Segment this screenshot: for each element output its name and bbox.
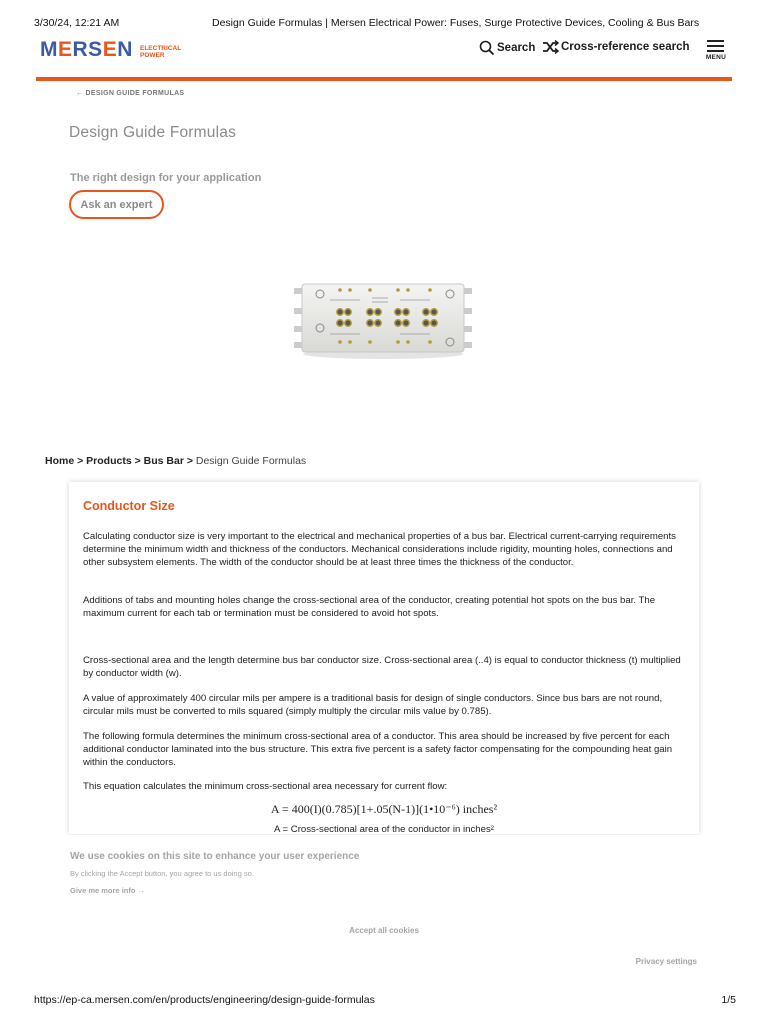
print-date: 3/30/24, 12:21 AM xyxy=(34,17,120,29)
cross-reference-label: Cross-reference search xyxy=(561,41,690,53)
breadcrumb-bus-bar[interactable]: Bus Bar xyxy=(143,455,184,467)
paragraph: Calculating conductor size is very important to the electrical and mechanical properties of a bus bar. Electrical current-carrying requirements determine the minimum width and thickness of the conductors. Mechanical considerations include rigidity, mounting holes, connections and other subsystem elements. The width of the conductor should be at least three times the thickness of the conductor. xyxy=(83,531,676,568)
menu-button[interactable] xyxy=(703,38,729,64)
accept-cookies-button[interactable]: Accept all cookies xyxy=(349,926,419,935)
page-title: Design Guide Formulas xyxy=(69,124,237,141)
cookie-title: We use cookies on this site to enhance your user experience xyxy=(70,851,360,862)
shuffle-icon xyxy=(542,40,559,54)
privacy-settings-button[interactable]: Privacy settings xyxy=(635,957,697,966)
conductor-size-card xyxy=(69,482,699,834)
logo-wordmark: MERSEN xyxy=(40,38,133,61)
cookie-text: By clicking the Accept button, you agree to us doing so. xyxy=(70,869,254,878)
cross-reference-search-button[interactable] xyxy=(542,40,690,54)
logo-subtitle: ELECTRICAL POWER xyxy=(140,45,182,59)
breadcrumb-products[interactable]: Products xyxy=(86,455,132,467)
search-label: Search xyxy=(497,42,536,54)
breadcrumb-separator: > xyxy=(183,455,196,467)
print-page-title: Design Guide Formulas | Mersen Electrical Power: Fuses, Surge Protective Devices, Cooling & Bus Bars xyxy=(212,17,700,29)
page-tagline: The right design for your application xyxy=(70,172,262,184)
breadcrumb-current: Design Guide Formulas xyxy=(195,455,307,467)
section-heading: Conductor Size xyxy=(83,499,175,513)
search-button[interactable] xyxy=(479,40,535,56)
back-link[interactable]: ← DESIGN GUIDE FORMULAS xyxy=(76,90,185,97)
print-header xyxy=(0,17,768,31)
paragraph: A value of approximately 400 circular mils per ampere is a traditional basis for design of single conductors. Since bus bars are not round, circular mils must be converted to mils squared (simply multiply the circular mils value by 0.785). xyxy=(83,693,663,717)
breadcrumb-separator: > xyxy=(131,455,144,467)
breadcrumb xyxy=(45,455,306,467)
header-divider xyxy=(36,77,732,81)
print-page-number: 1/5 xyxy=(721,994,736,1006)
bus-bar-product-image xyxy=(290,280,476,360)
search-icon xyxy=(479,40,495,56)
menu-label: MENU xyxy=(705,54,727,61)
formula-definition: A = Cross-sectional area of the conductor in inches² xyxy=(274,824,494,834)
cross-section-formula: A = 400(I)(0.785)[1+.05(N-1)](1•10⁻⁶) inches² xyxy=(270,802,498,816)
mersen-logo[interactable] xyxy=(40,38,190,64)
cookie-more-info-link[interactable]: Give me more info → xyxy=(70,886,146,895)
print-url: https://ep-ca.mersen.com/en/products/engineering/design-guide-formulas xyxy=(34,994,375,1006)
breadcrumb-home[interactable]: Home xyxy=(45,455,75,467)
paragraph: Additions of tabs and mounting holes change the cross-sectional area of the conductor, creating potential hot spots on the bus bar. The maximum current for each tab or termination must be considered to avoid hot spots. xyxy=(83,595,656,619)
paragraph: Cross-sectional area and the length determine bus bar conductor size. Cross-sectional area (..4) is equal to conductor thickness (t) multiplied by conductor width (w). xyxy=(83,655,681,679)
cookie-banner xyxy=(0,835,768,985)
ask-an-expert-button[interactable]: Ask an expert xyxy=(69,190,164,219)
print-footer xyxy=(0,994,768,1008)
paragraph: This equation calculates the minimum cross-sectional area necessary for current flow: xyxy=(83,781,448,792)
paragraph: The following formula determines the minimum cross-sectional area of a conductor. This area should be increased by five percent for each additional conductor laminated into the bus structure. This extra five percent is a safety factor compensating for the compounding heat gain within the conductors. xyxy=(83,731,673,768)
site-header xyxy=(36,34,732,78)
breadcrumb-separator: > xyxy=(74,455,87,467)
hamburger-icon xyxy=(707,40,724,55)
